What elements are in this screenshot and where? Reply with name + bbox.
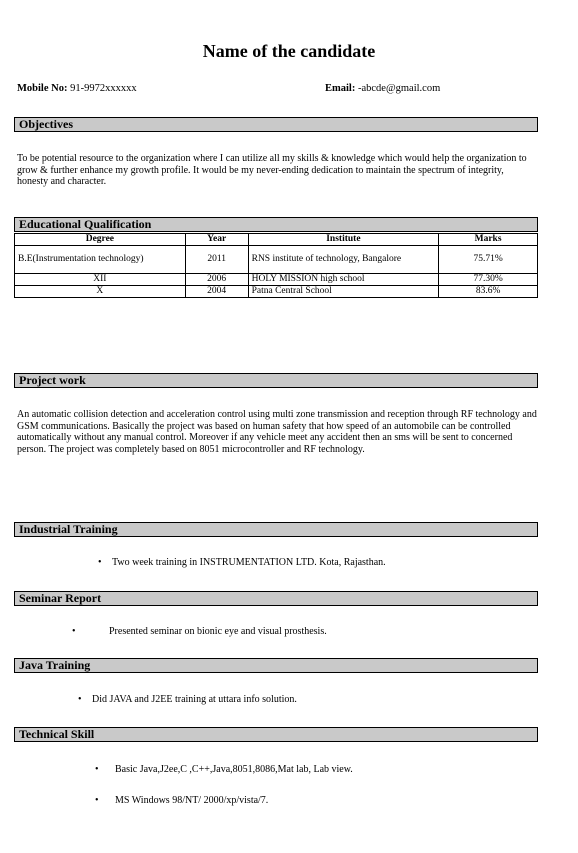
technical-item	[95, 795, 269, 806]
candidate-name: Name of the candidate	[202, 41, 376, 61]
cell-marks: 83.6%	[439, 286, 538, 298]
technical-item	[95, 764, 353, 775]
objectives-heading: Objectives	[14, 117, 538, 132]
cell-institute: RNS institute of technology, Bangalore	[248, 246, 439, 274]
table-row	[15, 274, 538, 286]
seminar-item-text: Presented seminar on bionic eye and visual prosthesis.	[109, 626, 327, 637]
header-marks: Marks	[439, 234, 538, 246]
java-item	[78, 694, 297, 705]
cell-degree: XII	[15, 274, 186, 286]
cell-degree: B.E(Instrumentation technology)	[15, 246, 186, 274]
technical-item-text: Basic Java,J2ee,C ,C++,Java,8051,8086,Mat lab, Lab view.	[115, 764, 353, 775]
technical-heading: Technical Skill	[14, 727, 538, 742]
bullet-icon: •	[78, 694, 82, 705]
education-table	[14, 233, 538, 298]
email-line	[325, 83, 440, 94]
header-year: Year	[185, 234, 248, 246]
cell-institute: HOLY MISSION high school	[248, 274, 439, 286]
technical-item-text: MS Windows 98/NT/ 2000/xp/vista/7.	[115, 795, 269, 806]
objectives-text: To be potential resource to the organization where I can utilize all my skills & knowledge which would help the organization to grow & further enhance my growth profile. It would be my never-ending dedication to maintain the spectrum of integrity, honesty and character.	[17, 153, 527, 187]
project-text: An automatic collision detection and acceleration control using multi zone transmission and reception through RF technology and GSM communications. Basically the project was based on human safety that how speed of an automobile can be controlled automatically without any manual control. Moreover if any vehicle meet any accident then an sms will be sent to concerned person. The project was completely based on 8051 microcontroller and RF technology.	[17, 409, 537, 455]
java-heading: Java Training	[14, 658, 538, 673]
cell-institute: Patna Central School	[248, 286, 439, 298]
bullet-icon: •	[95, 764, 99, 775]
industrial-item	[98, 557, 386, 568]
seminar-item	[72, 626, 327, 637]
cell-degree: X	[15, 286, 186, 298]
cell-year: 2004	[185, 286, 248, 298]
mobile-value: 91-9972xxxxxx	[70, 83, 137, 94]
table-row	[15, 246, 538, 274]
seminar-heading: Seminar Report	[14, 591, 538, 606]
java-item-text: Did JAVA and J2EE training at uttara info solution.	[92, 694, 297, 705]
table-row	[15, 286, 538, 298]
email-label: Email:	[325, 83, 356, 94]
mobile-label: Mobile No:	[17, 83, 68, 94]
industrial-heading: Industrial Training	[14, 522, 538, 537]
cell-year: 2011	[185, 246, 248, 274]
header-degree: Degree	[15, 234, 186, 246]
mobile-line	[17, 83, 137, 94]
bullet-icon: •	[72, 626, 76, 637]
bullet-icon: •	[95, 795, 99, 806]
bullet-icon: •	[98, 557, 102, 568]
project-heading: Project work	[14, 373, 538, 388]
email-value: -abcde@gmail.com	[357, 83, 441, 94]
cell-marks: 77.30%	[439, 274, 538, 286]
cell-marks: 75.71%	[439, 246, 538, 274]
education-heading: Educational Qualification	[14, 217, 538, 232]
header-institute: Institute	[248, 234, 439, 246]
industrial-item-text: Two week training in INSTRUMENTATION LTD. Kota, Rajasthan.	[112, 557, 386, 568]
education-header-row	[15, 234, 538, 246]
cell-year: 2006	[185, 274, 248, 286]
